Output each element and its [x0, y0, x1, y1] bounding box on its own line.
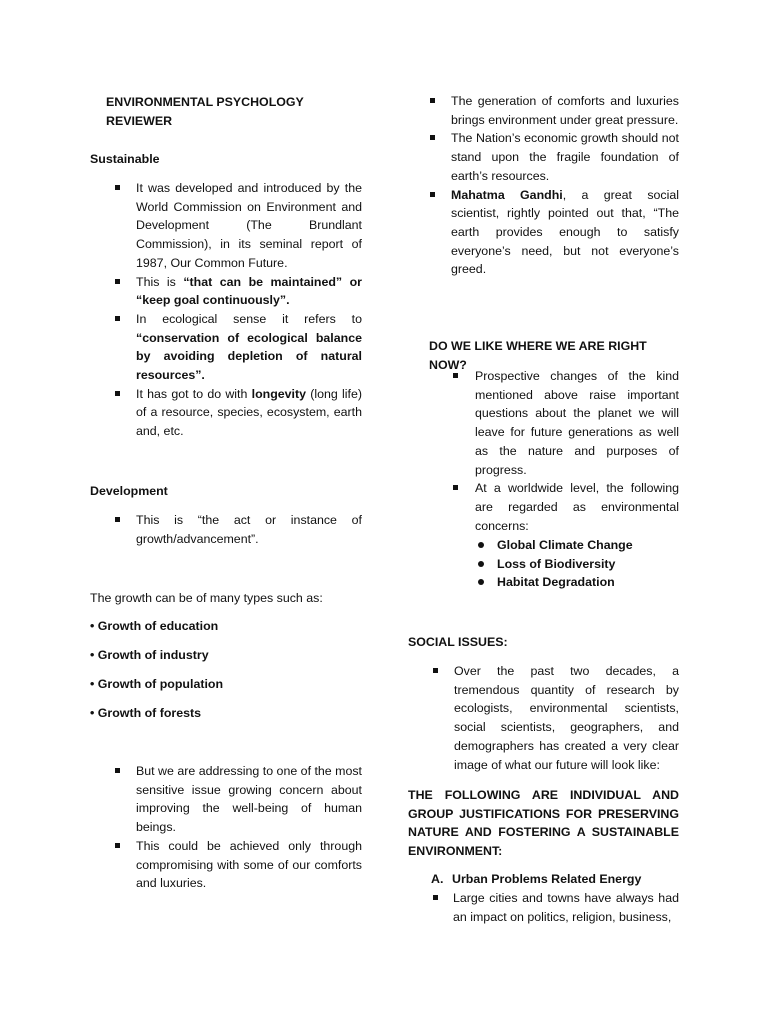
list-item: This is “that can be maintained” or “keep goal continuously”.	[90, 273, 362, 310]
development-bullet-list	[90, 511, 362, 548]
list-item: Habitat Degradation	[408, 573, 679, 592]
question-bullet-list	[408, 367, 679, 535]
list-item: Large cities and towns have always had an impact on politics, religion, business,	[408, 889, 679, 926]
list-item: It was developed and introduced by the World Commission on Environment and Development (The Brundlant Commission), in its seminal report of 1987, Our Common Future.	[90, 179, 362, 273]
list-item: Over the past two decades, a tremendous quantity of research by ecologists, environmental scientists, social scientists, geographers, and demographers has created a very clear image of what our future will look like:	[408, 662, 679, 774]
list-item: The generation of comforts and luxuries brings environment under great pressure.	[408, 92, 679, 129]
list-item: This could be achieved only through compromising with some of our comforts and luxuries.	[90, 837, 362, 893]
list-item: This is “the act or instance of growth/advancement”.	[90, 511, 362, 548]
concerns-list	[408, 536, 679, 592]
section-a-title: Urban Problems Related Energy	[452, 872, 642, 886]
document-title: ENVIRONMENTAL PSYCHOLOGY REVIEWER	[106, 95, 304, 128]
list-item: Global Climate Change	[408, 536, 679, 555]
justifications-heading: THE FOLLOWING ARE INDIVIDUAL AND GROUP JUSTIFICATIONS FOR PRESERVING NATURE AND FOSTERING A SUSTAINABLE ENVIRONMENT:	[408, 788, 679, 859]
growth-intro: The growth can be of many types such as:	[90, 591, 323, 605]
growth-list	[90, 617, 362, 733]
list-item: • Growth of forests	[90, 706, 202, 720]
social-issues-heading: SOCIAL ISSUES:	[408, 635, 508, 649]
section-a-heading	[408, 870, 679, 889]
question-heading: DO WE LIKE WHERE WE ARE RIGHT NOW?	[429, 339, 647, 372]
social-bullet-list	[408, 662, 679, 774]
list-item: The Nation’s economic growth should not stand upon the fragile foundation of earth’s resources.	[408, 129, 679, 185]
section-a-bullet-list	[408, 889, 679, 926]
list-item: It has got to do with longevity (long life) of a resource, species, ecosystem, earth and, etc.	[90, 385, 362, 441]
list-item: • Growth of industry	[90, 648, 209, 662]
top-bullet-list	[408, 92, 679, 279]
list-item: But we are addressing to one of the most sensitive issue growing concern about improving the well-being of human beings.	[90, 762, 362, 837]
section-a-letter: A.	[431, 872, 444, 886]
list-item: Prospective changes of the kind mentioned above raise important questions about the planet we will leave for future generations as well as the nature and purposes of progress.	[408, 367, 679, 479]
closing-bullet-list	[90, 762, 362, 893]
list-item: Loss of Biodiversity	[408, 555, 679, 574]
list-item: At a worldwide level, the following are regarded as environmental concerns:	[408, 479, 679, 535]
list-item: • Growth of population	[90, 677, 224, 691]
list-item: In ecological sense it refers to “conservation of ecological balance by avoiding depletion of natural resources”.	[90, 310, 362, 385]
sustainable-bullet-list	[90, 179, 362, 441]
list-item: Mahatma Gandhi, a great social scientist, rightly pointed out that, “The earth provides enough to satisfy everyone’s need, but not everyone’s greed.	[408, 186, 679, 280]
list-item: • Growth of education	[90, 619, 219, 633]
sustainable-heading: Sustainable	[90, 152, 160, 166]
development-heading: Development	[90, 484, 168, 498]
